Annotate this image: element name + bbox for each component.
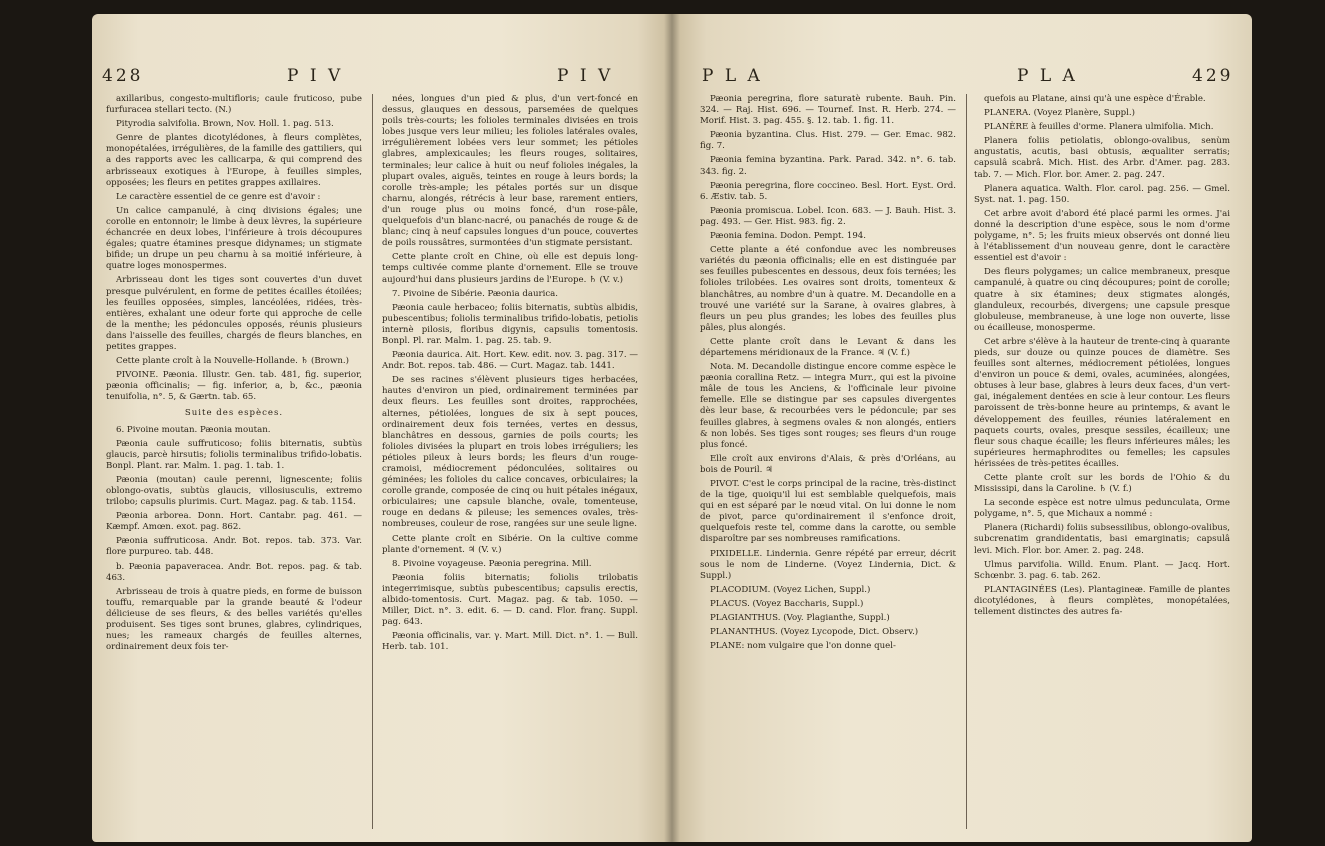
paragraph: Planera foliis petiolatis, oblongo-ovalibus, senùm angustatis, acutis, basi obtusis, æqualiter serratis; capsulâ scabrâ. Mich. Hist. des Arbr. d'Amer. pag. 283. tab. 7. — Mich. Flor. bor. Amer. 2. pag. 247. — [974, 136, 1230, 180]
paragraph: Pæonia byzantina. Clus. Hist. 279. — Ger. Emac. 982. fig. 7. — [700, 130, 956, 152]
paragraph: PIVOINE. Pæonia. Illustr. Gen. tab. 481, fig. superior, pæonia officinalis; — fig. inferior, a, b, &c., pæonia tenuifolia, n°. 5, & Gærtn. tab. 65. — [106, 370, 362, 403]
paragraph: Pæonia caule suffruticoso; foliis biternatis, subtùs glaucis, parcè hirsutis; foliolis terminalibus trifido-lobatis. Bonpl. Plant. rar. Malm. 1. pag. 1. tab. 1. — [106, 438, 362, 471]
paragraph: PLACUS. (Voyez Baccharis, Suppl.) — [710, 598, 864, 609]
running-head: P L A — [702, 66, 763, 86]
right-page — [672, 14, 1252, 842]
paragraph: Pityrodia salvifolia. Brown, Nov. Holl. 1. pag. 513. — [116, 119, 334, 130]
paragraph: PLAGIANTHUS. (Voy. Plagianthe, Suppl.) — [710, 613, 890, 624]
paragraph: 6. Pivoine moutan. Pæonia moutan. — [116, 424, 271, 435]
paragraph: Cette plante croît en Sibérie. On la cultive comme plante d'ornement. ♃ (V. v.) — [382, 533, 638, 555]
paragraph: nées, longues d'un pied & plus, d'un vert-foncé en dessus, glauques en dessous, parsemées de quelques poils très-courts; les folioles terminales divisées en trois lobes jusque vers leur milieu; les folioles latérales ovales, irrégulièrement lobées vers leur sommet; les pétioles glabres, amplexicaules; les fleurs rouges, solitaires, terminales; leur calice à huit ou neuf folioles inégales, la plupart ovales, aiguës, teintes en rouge à leurs bords; la corolle très-ample; les pétales portés sur un disque charnu, alongés, rétrécis à leur base, rarement entiers, d'un rouge plus ou moins foncé, d'un rose-pâle, quelquefois d'un blanc-nacré, ou panachés de rouge & de blanc; cinq à neuf capsules longues d'un pouce, couvertes de poils roussâtres, surmontées d'un stigmate persistant. — [382, 94, 638, 249]
paragraph: b. Pæonia papaveracea. Andr. Bot. repos. pag. & tab. 463. — [106, 561, 362, 583]
paragraph: PLACODIUM. (Voyez Lichen, Suppl.) — [710, 584, 871, 595]
paragraph: Pæonia suffruticosa. Andr. Bot. repos. tab. 373. Var. flore purpureo. tab. 448. — [106, 536, 362, 558]
paragraph: Pæonia peregrina, flore saturatè rubente. Bauh. Pin. 324. — Raj. Hist. 696. — Tournef. Inst. R. Herb. 274. — Morif. Hist. 3. pag. 455. §. 12. tab. 1. fig. 11. — [700, 94, 956, 127]
paragraph: Cette plante croît sur les bords de l'Ohio & du Mississipi, dans la Caroline. ♄ (V. f.) — [974, 473, 1230, 495]
paragraph: Pæonia peregrina, flore coccineo. Besl. Hort. Eyst. Ord. 6. Æstiv. tab. 5. — [700, 180, 956, 202]
paragraph: Pæonia officinalis, var. γ. Mart. Mill. Dict. n°. 1. — Bull. Herb. tab. 101. — [382, 631, 638, 653]
paragraph: De ses racines s'élèvent plusieurs tiges herbacées, hautes d'environ un pied, ordinairement terminées par deux fleurs. Les feuilles sont droites, rapprochées, alternes, pétiolées, longues de six à sept pouces, ordinairement deux fois ternées, vertes en dessus, blanchâtres en dessous, garnies de poils courts; les folioles divisées la plupart en trois lobes irréguliers; les pétioles pileux à leurs bords; les fleurs d'un rouge-cramoisi, médiocrement pédonculées, solitaires ou géminées; les folioles du calice concaves, orbiculaires; la corolle grande, composée de cinq ou huit pétales inégaux, orbiculaires; une capsule blanche, ovale, tomenteuse, rouge en dedans & pileuse; les semences ovales, très-nombreuses, couleur de rose, rangées sur une seule ligne. — [382, 375, 638, 530]
paragraph: PLANE: nom vulgaire que l'on donne quel- — [710, 641, 896, 652]
paragraph: Pæonia daurica. Ait. Hort. Kew. edit. nov. 3. pag. 317. — Andr. Bot. repos. tab. 486. — Curt. Magaz. tab. 1441. — [382, 350, 638, 372]
paragraph: Pæonia femina byzantina. Park. Parad. 342. n°. 6. tab. 343. fig. 2. — [700, 155, 956, 177]
left-page — [92, 14, 672, 842]
paragraph: Pæonia femina. Dodon. Pempt. 194. — [710, 231, 866, 242]
paragraph: 8. Pivoine voyageuse. Pæonia peregrina. Mill. — [392, 558, 592, 569]
running-head: P I V — [287, 66, 344, 86]
running-head: P I V — [557, 66, 614, 86]
open-book — [92, 14, 1252, 842]
paragraph: Cet arbre avoit d'abord été placé parmi les ormes. J'ai donné la description d'une espèce, sous le nom d'orme polygame, n°. 5; les fruits mieux observés ont donné lieu à l'établissement d'un nouveau genre, dont le caractère essentiel est d'avoir : — [974, 208, 1230, 264]
paragraph: 7. Pivoine de Sibérie. Pæonia daurica. — [392, 288, 559, 299]
paragraph: Pæonia arborea. Donn. Hort. Cantabr. pag. 461. — Kæmpf. Amœn. exot. pag. 862. — [106, 511, 362, 533]
paragraph: PLANANTHUS. (Voyez Lycopode, Dict. Observ.) — [710, 627, 919, 638]
paragraph: Planera aquatica. Walth. Flor. carol. pag. 256. — Gmel. Syst. nat. 1. pag. 150. — [974, 183, 1230, 205]
paragraph: Arbrisseau dont les tiges sont couvertes d'un duvet presque pulvérulent, en forme de petites écailles étoilées; les feuilles opposées, simples, lancéolées, ridées, très-entières, exhalant une odeur forte qui approche de celle de la menthe; les pédoncules opposés, réunis plusieurs dans l'aisselle des feuilles, chargés de fleurs blanches, en petites grappes. — [106, 275, 362, 352]
paragraph: Pæonia promiscua. Lobel. Icon. 683. — J. Bauh. Hist. 3. pag. 493. — Ger. Hist. 983. fig. 2. — [700, 205, 956, 227]
text-column — [974, 94, 1230, 621]
paragraph: La seconde espèce est notre ulmus pedunculata, Orme polygame, n°. 5, que Michaux a nommé : — [974, 498, 1230, 520]
text-column — [382, 94, 638, 657]
paragraph: Ulmus parvifolia. Willd. Enum. Plant. — Jacq. Hort. Schœnbr. 3. pag. 6. tab. 262. — [974, 559, 1230, 581]
paragraph: Un calice campanulé, à cinq divisions égales; une corolle en entonnoir; le limbe à deux lèvres, la supérieure échancrée en deux lobes, l'inférieure à trois découpures égales; quatre étamines presque didynames; un stigmate bifide; un drupe un peu charnu à sa moitié inférieure, à quatre loges monospermes. — [106, 205, 362, 272]
paragraph: Planera (Richardi) foliis subsessilibus, oblongo-ovalibus, subcrenatim grandidentatis, basi emarginatis; capsulâ levi. Mich. Flor. bor. Amer. 2. pag. 248. — [974, 523, 1230, 556]
running-head: P L A — [1017, 66, 1078, 86]
paragraph: Cette plante croît dans le Levant & dans les départemens méridionaux de la France. ♃ (V. f.) — [700, 336, 956, 358]
page-number: 429 — [1192, 66, 1234, 86]
paragraph: Pæonia caule herbaceo; foliis biternatis, subtùs albidis, pubescentibus; foliolis terminalibus trifido-lobatis, petiolis internè pilosis, floribus digynis, capsulis tomentosis. Bonpl. Pl. rar. Malm. 1. pag. 25. tab. 9. — [382, 302, 638, 346]
paragraph: Pæonia (moutan) caule perenni, lignescente; foliis oblongo-ovatis, subtùs glaucis, villosiusculis, extremo trilobo; capsulis plurimis. Curt. Magaz. pag. & tab. 1154. — [106, 474, 362, 508]
paragraph: Nota. M. Decandolle distingue encore comme espèce le pæonia corallina Retz. — integra Murr., qui est la pivoine mâle de tous les Anciens, & l'officinale leur pivoine femelle. Elle se distingue par ses capsules divergentes dès leur base, & recourbées vers le pédoncule; par ses feuilles glabres, à segmens ovales & non alongés, entiers & non lobés. Ses tiges sont rouges; ses fleurs d'un rouge plus foncé. — [700, 362, 956, 450]
paragraph: Genre de plantes dicotylédones, à fleurs complètes, monopétalées, irrégulières, de la famille des gattiliers, qui a des rapports avec les callicarpa, & qui comprend des arbrisseaux exotiques à l'Europe, à feuilles simples, opposées; les fleurs en petites grappes axillaires. — [106, 133, 362, 188]
paragraph: PLANTAGINÉES (Les). Plantagineæ. Famille de plantes dicotylédones, à fleurs complètes, monopétalées, tellement distinctes des autres fa- — [974, 584, 1230, 618]
column-rule — [966, 94, 967, 829]
paragraph: Le caractère essentiel de ce genre est d'avoir : — [116, 191, 321, 202]
paragraph: PLANÈRE à feuilles d'orme. Planera ulmifolia. Mich. — [984, 122, 1214, 133]
paragraph: Cet arbre s'élève à la hauteur de trente-cinq à quarante pieds, sur douze ou quinze pouces de diamètre. Ses feuilles sont alternes, médiocrement pétiolées, longues d'environ un pouce & demi, ovales, acuminées, alongées, obtuses à leur base, glabres à leurs deux faces, d'un vert-gai, inégalement dentées en scie à leur contour. Les fleurs paroissent de très-bonne heure au printemps, & avant le développement des feuilles, réunies latéralement en paquets courts, ovales, presque sessiles, écailleux; une fleur sous chaque écaille; les fleurs inférieures mâles; les supérieures hermaphrodites ou femelles; les capsules hérissées de très-petites écailles. — [974, 336, 1230, 469]
column-rule — [372, 94, 373, 829]
paragraph: PIXIDELLE. Lindernia. Genre répété par erreur, décrit sous le nom de Linderne. (Voyez Lindernia, Dict. & Suppl.) — [700, 548, 956, 581]
paragraph: Cette plante croît à la Nouvelle-Hollande. ♄ (Brown.) — [116, 356, 349, 367]
page-number: 428 — [102, 66, 144, 86]
paragraph: Arbrisseau de trois à quatre pieds, en forme de buisson touffu, remarquable par la grande beauté & l'odeur délicieuse de ses fleurs, & des belles variétés qu'elles produisent. Ses tiges sont brunes, glabres, cylindriques, nues; les rameaux chargés de feuilles alternes, ordinairement deux fois ter- — [106, 586, 362, 653]
paragraph: PLANERA. (Voyez Planère, Suppl.) — [984, 108, 1135, 119]
paragraph: Cette plante a été confondue avec les nombreuses variétés du pæonia officinalis; elle en est distinguée par ses feuilles pubescentes en dessous, deux fois ternées; les folioles trilobées. Les ovaires sont droits, tomenteux & blanchâtres, au nombre d'un à quatre. M. Decandolle en a trouvé une variété sur la Sarane, à ovaires glabres, à fleurs un peu plus grandes; les lobes des feuilles plus pâles, plus alongés. — [700, 245, 956, 333]
paragraph: Suite des espèces. — [184, 408, 284, 419]
paragraph: Des fleurs polygames; un calice membraneux, presque campanulé, à quatre ou cinq découpures; point de corolle; quatre à six étamines; deux stigmates alongés, glanduleux, recourbés, divergens; une capsule presque globuleuse, membraneuse, à une loge non ouverte, lisse ou écailleuse, monosperme. — [974, 267, 1230, 333]
paragraph: axillaribus, congesto-multifloris; caule fruticoso, pube furfuracea stellari tecto. (N.) — [106, 94, 362, 116]
paragraph: PIVOT. C'est le corps principal de la racine, très-distinct de la tige, quoiqu'il lui est semblable quelquefois, mais qui en est séparé par le nœud vital. On lui donne le nom de pivot, parce qu'ordinairement il s'enfonce droit, quelquefois reste tel, comme dans la carotte, ou semble disparoître par ses nombreuses ramifications. — [700, 479, 956, 545]
paragraph: Cette plante croît en Chine, où elle est depuis long-temps cultivée comme plante d'ornement. Elle se trouve aujourd'hui dans plusieurs jardins de l'Europe. ♄ (V. v.) — [382, 252, 638, 285]
paragraph: quefois au Platane, ainsi qu'à une espèce d'Érable. — [984, 94, 1206, 104]
book-gutter — [664, 14, 680, 842]
paragraph: Elle croît aux environs d'Alais, & près d'Orléans, au bois de Pouril. ♃ — [700, 453, 956, 475]
paragraph: Pæonia foliis biternatis; foliolis trilobatis integerrimisque, subtùs pubescentibus; capsulis erectis, albido-tomentosis. Curt. Magaz. pag. & tab. 1050. — Miller, Dict. n°. 3. edit. 6. — D. cand. Flor. franç. Suppl. pag. 643. — [382, 572, 638, 628]
text-column — [700, 94, 956, 655]
text-column — [106, 94, 362, 656]
